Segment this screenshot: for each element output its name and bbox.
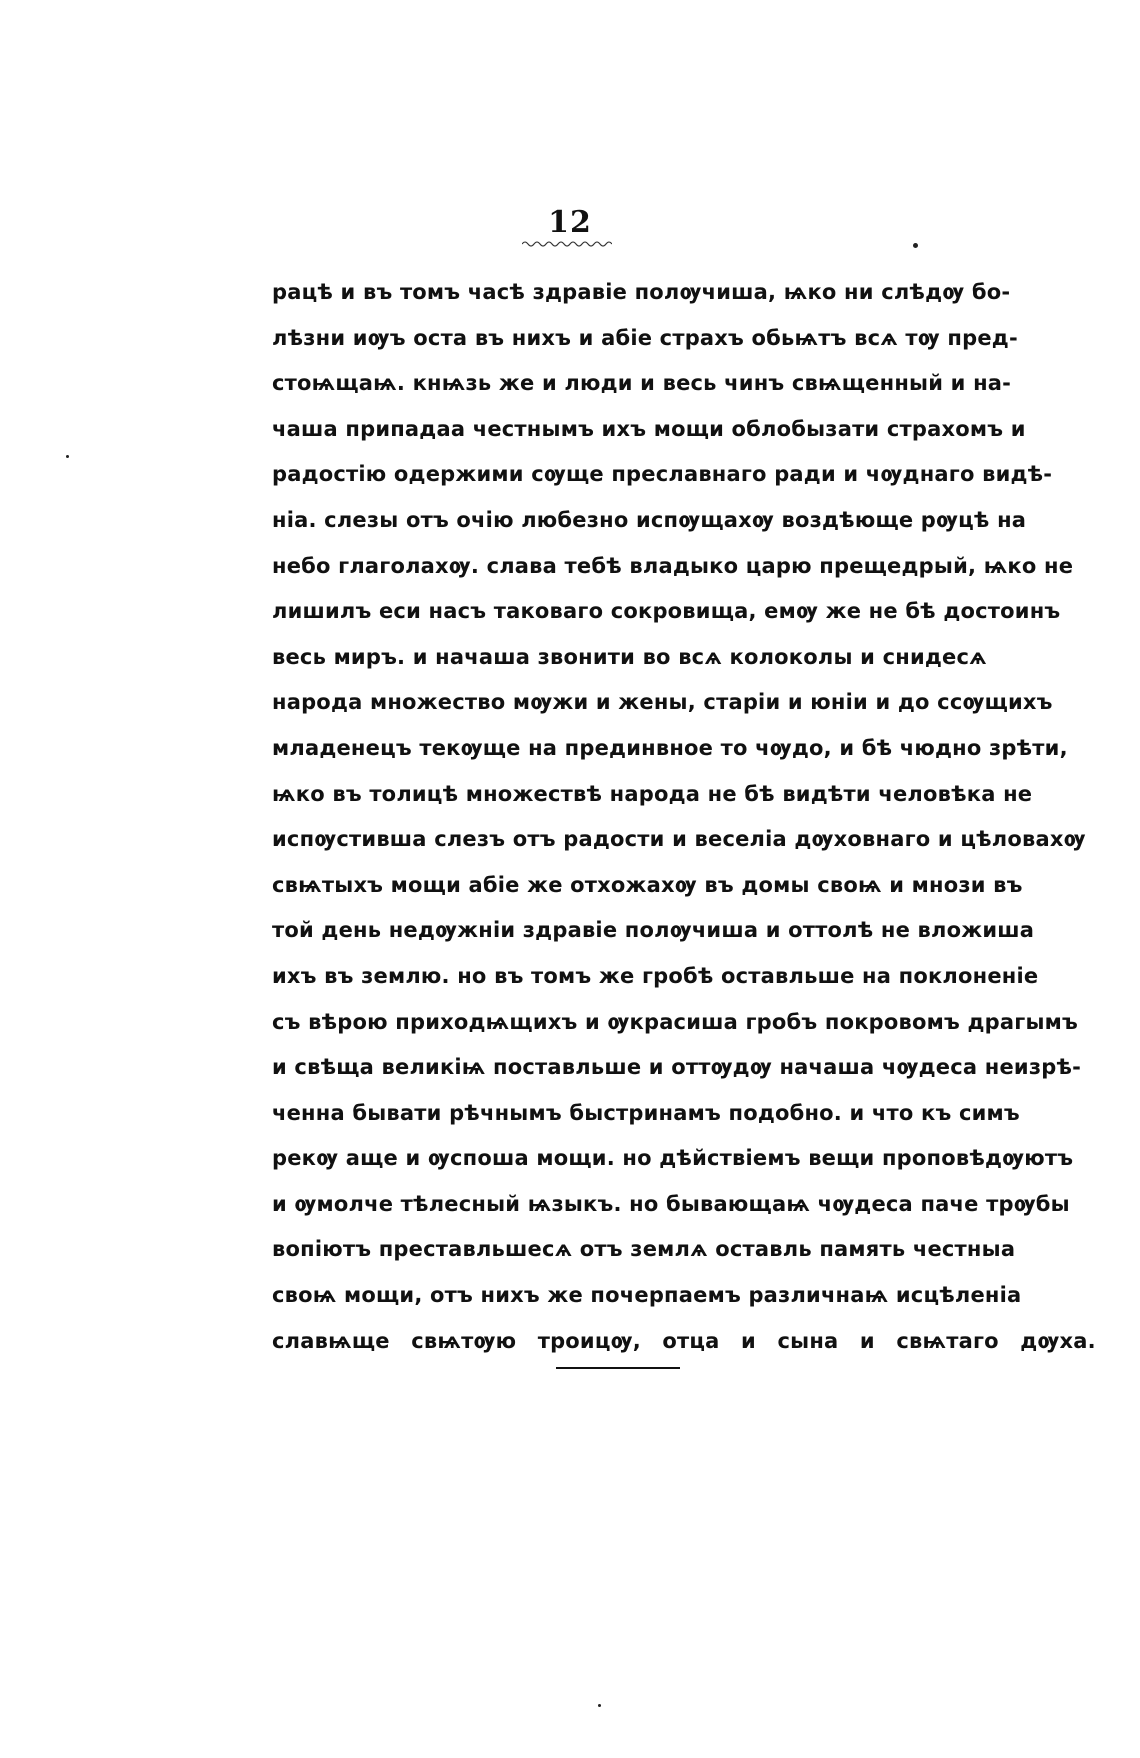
text-line: народа множество мѹжи и жены, старіи и юніи и до ссѹщихъ xyxy=(272,690,1053,715)
text-line: ніа. слезы отъ очію любезно испѹщахѹ воздѣюще рѹцѣ на xyxy=(272,507,1027,532)
text-line: и свѣща великіѩ поставльше и оттѹдѹ начаша чѹдеса неизрѣ- xyxy=(272,1055,1082,1080)
text-line: рекѹ аще и ѹспоша мощи. но дѣйствіемъ вещи проповѣдѹютъ xyxy=(272,1146,1074,1171)
text-line: чаша припадаа честнымъ ихъ мощи облобызати страхомъ и xyxy=(272,416,1026,441)
text-line: ихъ въ землю. но въ томъ же гробѣ оставльше на поклоненіе xyxy=(272,963,1039,988)
text-line: младенецъ текѹще на прединвное то чѹдо, и бѣ чюдно зрѣти, xyxy=(272,735,1068,760)
text-line: свѩтыхъ мощи абіе же отхожахѹ въ домы своѩ и мнози въ xyxy=(272,872,1023,897)
text-line: рацѣ и въ томъ часѣ здравіе полѹчиша, ѩко ни слѣдѹ бо- xyxy=(272,280,1011,304)
page-number: 12 xyxy=(548,205,592,240)
text-line: вопіютъ преставльшесѧ отъ землѧ оставль память честныа xyxy=(272,1237,1016,1262)
text-line: лѣзни иѹъ оста въ нихъ и абіе страхъ обьѩтъ всѧ тѹ пред- xyxy=(272,325,1018,350)
text-line: небо глаголахѹ. слава тебѣ владыко царю прещедрый, ѩко не xyxy=(272,553,1074,578)
text-line: стоѩщаѩ. кнѩзь же и люди и весь чинъ свѩщенный и на- xyxy=(272,371,1012,396)
text-line: и ѹмолче тѣлесный ѩзыкъ. но бывающаѩ чѹдеса паче трѹбы xyxy=(272,1191,1070,1216)
text-line: ченна бывати рѣчнымъ быстринамъ подобно. и что къ симъ xyxy=(272,1100,1020,1125)
closing-rule xyxy=(556,1367,680,1369)
speck xyxy=(66,455,69,458)
text-line: ѩко въ толицѣ множествѣ народа не бѣ видѣти человѣка не xyxy=(272,781,1033,806)
text-line: съ вѣрою приходѩщихъ и ѹкрасиша гробъ покровомъ драгымъ xyxy=(272,1009,1078,1034)
text-line: той день недѹжніи здравіе полѹчиша и оттолѣ не вложиша xyxy=(272,918,1035,943)
text-line: своѩ мощи, отъ нихъ же почерпаемъ различнаѩ исцѣленіа xyxy=(272,1283,1022,1308)
speck xyxy=(598,1704,601,1707)
speck xyxy=(913,243,918,248)
text-line: весь миръ. и начаша звонити во всѧ колоколы и снидесѧ xyxy=(272,644,987,669)
text-line: славѩще свѩтѹю троицѹ, отца и сына и свѩтаго дѹха. xyxy=(272,1328,1096,1353)
text-line: лишилъ еси насъ таковаго сокровища, емѹ же не бѣ достоинъ xyxy=(272,599,1061,624)
body-text xyxy=(272,270,1096,1364)
text-line: радостію одержими сѹще преславнаго ради и чѹднаго видѣ- xyxy=(272,462,1053,487)
text-line: испѹстивша слезъ отъ радости и веселіа дѹховнаго и цѣловахѹ xyxy=(272,827,1086,852)
wavy-ornament-icon xyxy=(522,240,612,248)
